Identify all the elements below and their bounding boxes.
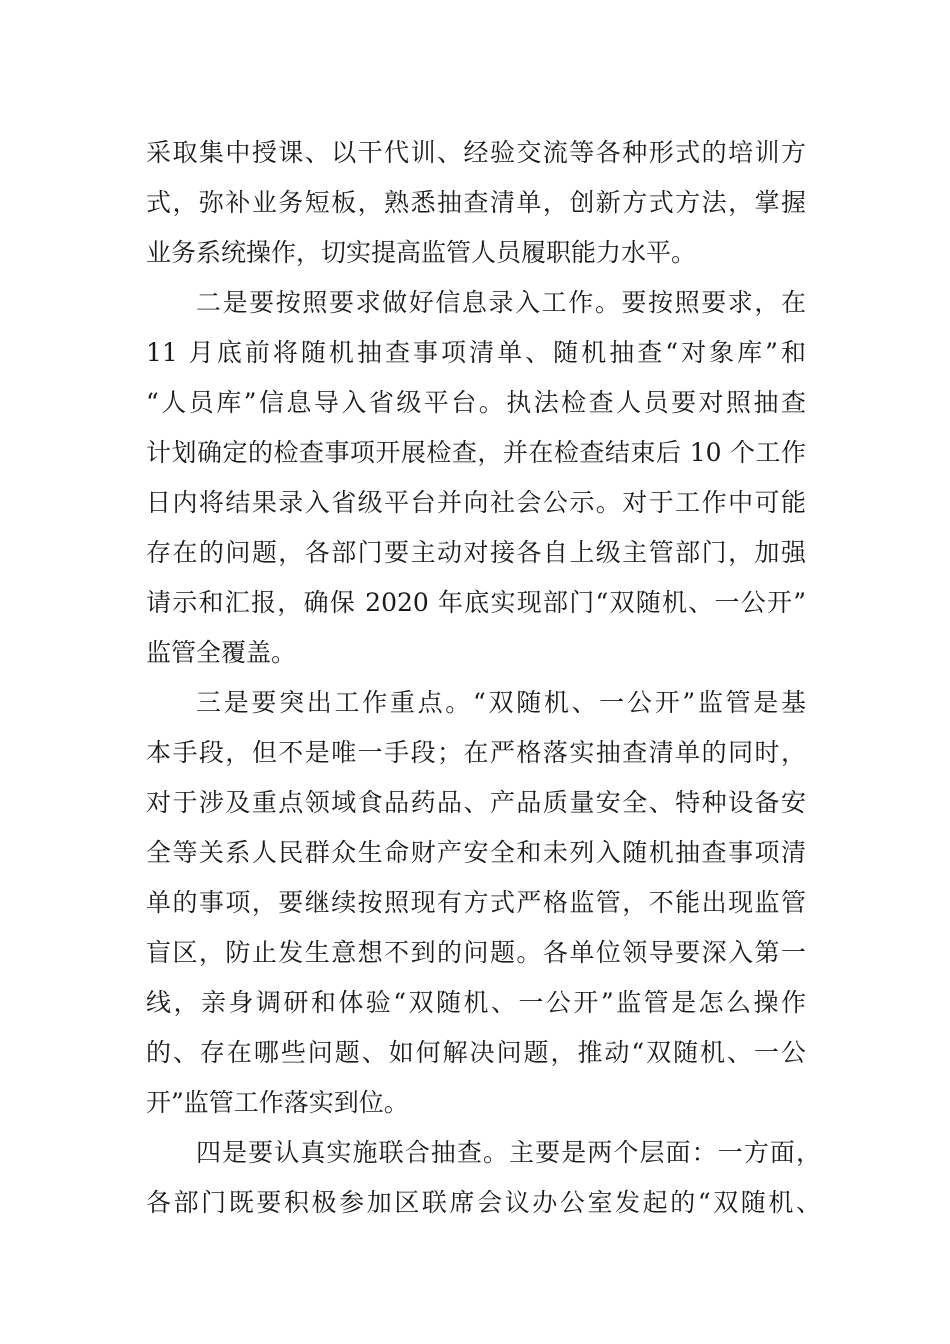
text-line: 单的事项，要继续按照现有方式严格监管，不能出现监管: [146, 888, 806, 917]
text-line: 式，弥补业务短板，熟悉抽查清单，创新方式方法，掌握: [146, 188, 806, 217]
text-line: 对于涉及重点领域食品药品、产品质量安全、特种设备安: [146, 788, 806, 817]
text-line: 全等关系人民群众生命财产安全和未列入随机抽查事项清: [146, 838, 806, 867]
text-line: 业务系统操作，切实提高监管人员履职能力水平。: [146, 238, 697, 267]
text-line: 存在的问题，各部门要主动对接各自上级主管部门，加强: [146, 538, 806, 567]
text-line: 请示和汇报，确保 2020 年底实现部门“双随机、一公开”: [146, 588, 806, 617]
text-line: 开”监管工作落实到位。: [146, 1088, 409, 1117]
text-line: 计划确定的检查事项开展检查，并在检查结束后 10 个工作: [146, 438, 806, 467]
text-line: “人员库”信息导入省级平台。执法检查人员要对照抽查: [146, 388, 806, 417]
paragraph-start-line: 四是要认真实施联合抽查。主要是两个层面：一方面，: [196, 1138, 821, 1167]
text-line: 日内将结果录入省级平台并向社会公示。对于工作中可能: [146, 488, 806, 517]
paragraph-start-line: 二是要按照要求做好信息录入工作。要按照要求，在: [196, 288, 806, 317]
text-line: 监管全覆盖。: [146, 638, 297, 667]
paragraph-start-line: 三是要突出工作重点。“双随机、一公开”监管是基: [196, 688, 806, 717]
text-line: 本手段，但不是唯一手段；在严格落实抽查清单的同时，: [146, 738, 806, 767]
text-line: 11 月底前将随机抽查事项清单、随机抽查“对象库”和: [146, 338, 806, 367]
text-line: 各部门既要积极参加区联席会议办公室发起的“双随机、: [146, 1188, 821, 1217]
text-line: 的、存在哪些问题、如何解决问题，推动“双随机、一公: [146, 1038, 806, 1067]
text-line: 盲区，防止发生意想不到的问题。各单位领导要深入第一: [146, 938, 806, 967]
text-line: 采取集中授课、以干代训、经验交流等各种形式的培训方: [146, 138, 806, 167]
text-line: 线，亲身调研和体验“双随机、一公开”监管是怎么操作: [146, 988, 806, 1017]
